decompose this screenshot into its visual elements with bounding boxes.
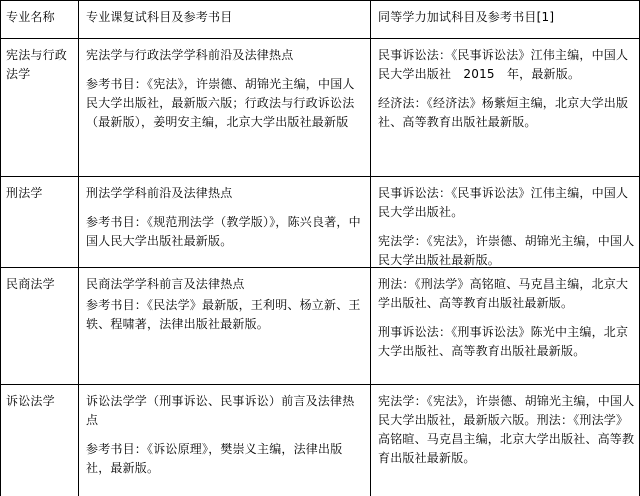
exam-subject: 诉讼法学学（刑事诉讼、民事诉讼）前言及法律热点 — [86, 394, 355, 427]
equiv-item: 宪法学：《宪法》，许崇德、胡锦光主编，中国人民大学出版社，最新版六版。刑法：《刑法学》高铭暄、马克昌主编，北京大学出版社、高等教育出版社最新版。 — [378, 394, 635, 465]
row-divider — [0, 0, 640, 1]
column-divider — [78, 0, 79, 496]
column-divider — [0, 0, 1, 496]
exam-books: 参考书目：《规范刑法学（教学版）》，陈兴良著，中国人民大学出版社最新版。 — [86, 215, 361, 248]
column-divider — [370, 0, 371, 496]
equiv-item: 宪法学：《宪法》，许崇德、胡锦光主编，中国人民大学出版社最新版。 — [378, 234, 635, 267]
header-major: 专业名称 — [6, 10, 55, 24]
header-equiv: 同等学力加试科目及参考书目[1] — [378, 10, 555, 24]
major-name: 诉讼法学 — [6, 394, 55, 408]
equiv-item: 民事诉讼法：《民事诉讼法》江伟主编，中国人民大学出版社 2015 年，最新版。 — [378, 48, 629, 81]
exam-books: 参考书目：《民法学》最新版，王利明、杨立新、王轶、程啸著，法律出版社最新版。 — [86, 298, 361, 331]
exam-cell — [86, 275, 366, 334]
major-name: 宪法与行政法学 — [6, 48, 68, 81]
exam-cell — [86, 184, 366, 251]
row-divider — [0, 176, 640, 177]
equiv-cell — [378, 275, 636, 361]
header-exam: 专业课复试科目及参考书目 — [86, 10, 233, 24]
row-divider — [0, 38, 640, 39]
equiv-cell — [378, 184, 636, 270]
row-divider — [0, 384, 640, 385]
major-name: 刑法学 — [6, 186, 43, 200]
exam-cell — [86, 46, 366, 132]
equiv-item: 刑法：《刑法学》高铭暄、马克昌主编，北京大学出版社、高等教育出版社最新版。 — [378, 277, 629, 310]
exam-books: 参考书目：《宪法》，许崇德、胡锦光主编，中国人民大学出版社，最新版六版；行政法与行政诉讼法（最新版），姜明安主编，北京大学出版社最新版 — [86, 77, 355, 129]
major-name: 民商法学 — [6, 277, 55, 291]
equiv-item: 经济法：《经济法》杨紫烜主编，北京大学出版社、高等教育出版社最新版。 — [378, 96, 629, 129]
equiv-cell — [378, 392, 636, 468]
exam-books: 参考书目：《诉讼原理》，樊崇义主编，法律出版社，最新版。 — [86, 442, 343, 475]
exam-subject: 民商法学学科前言及法律热点 — [86, 277, 245, 291]
exam-subject: 宪法学与行政法学学科前沿及法律热点 — [86, 48, 294, 62]
exam-cell — [86, 392, 366, 478]
equiv-item: 刑事诉讼法：《刑事诉讼法》陈光中主编，北京大学出版社、高等教育出版社最新版。 — [378, 325, 629, 358]
equiv-cell — [378, 46, 636, 132]
exam-subject: 刑法学学科前沿及法律热点 — [86, 186, 233, 200]
equiv-item: 民事诉讼法：《民事诉讼法》江伟主编，中国人民大学出版社。 — [378, 186, 629, 219]
